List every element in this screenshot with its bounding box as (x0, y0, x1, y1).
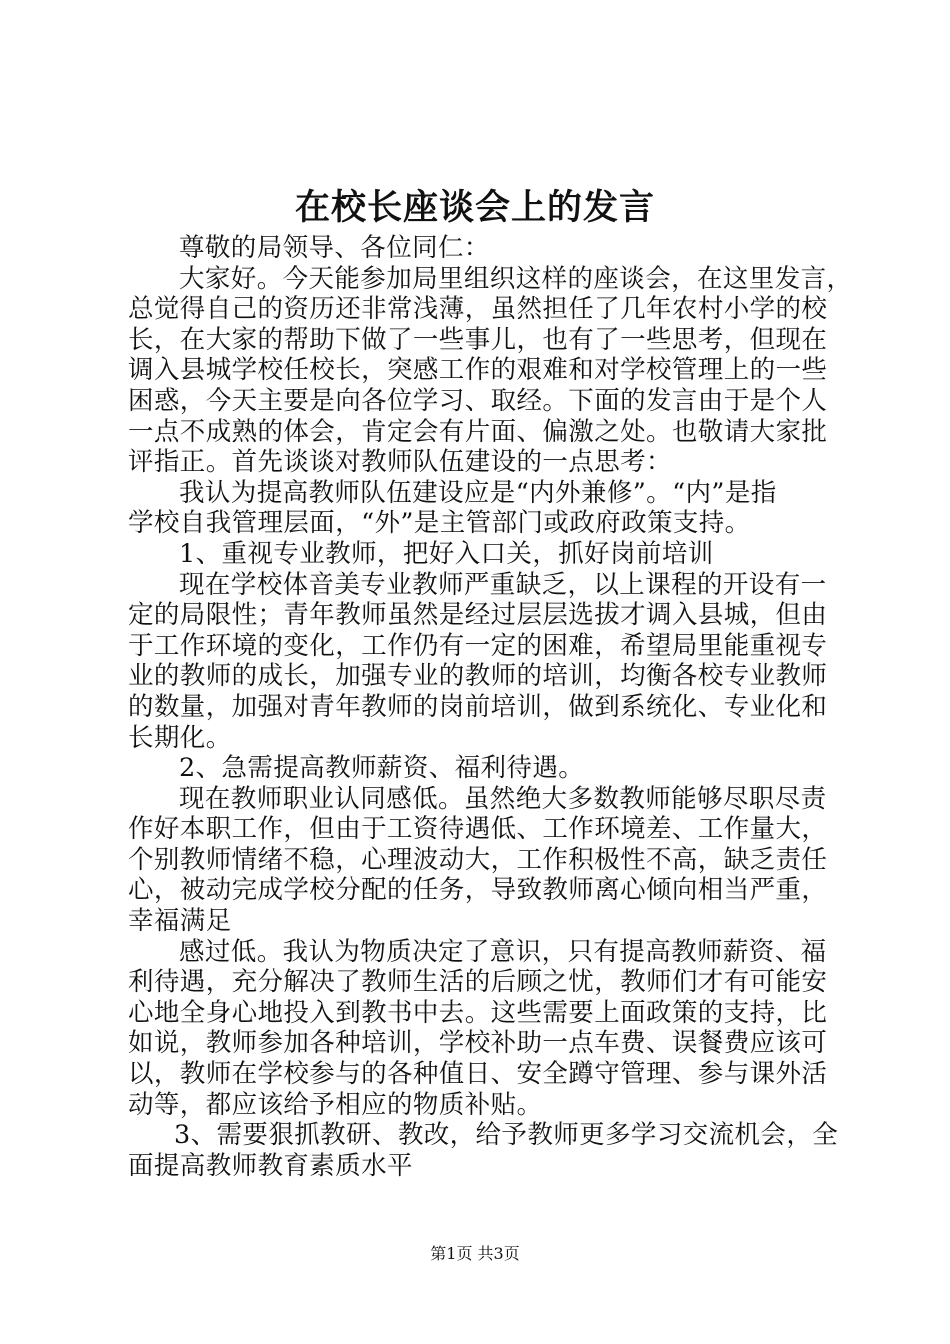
text-line: 以，教师在学校参与的各种值日、安全蹲守管理、参与课外活 (128, 1059, 828, 1090)
page-footer: 第1页 共3页 (430, 1244, 520, 1263)
text-line: 现在教师职业认同感低。虽然绝大多数教师能够尽职尽责 (179, 783, 827, 814)
text-line: 大家好。今天能参加局里组织这样的座谈会，在这里发言， (179, 263, 853, 294)
text-line: 感过低。我认为物质决定了意识，只有提高教师薪资、福 (179, 936, 827, 967)
text-line: 个别教师情绪不稳，心理波动大，工作积极性不高，缺乏责任 (128, 844, 828, 875)
text-line: 一点不成熟的体会，肯定会有片面、偏激之处。也敬请大家批 (128, 416, 828, 447)
text-line: 总觉得自己的资历还非常浅薄，虽然担任了几年农村小学的校 (128, 294, 828, 325)
text-line: 业的教师的成长，加强专业的教师的培训，均衡各校专业教师 (128, 661, 828, 692)
text-line: 作好本职工作，但由于工资待遇低、工作环境差、工作量大， (128, 814, 828, 845)
text-line: 心地全身心地投入到教书中去。这些需要上面政策的支持，比 (128, 997, 828, 1028)
section-heading-1: 1、重视专业教师，把好入口关，抓好岗前培训 (179, 538, 714, 569)
text-line: 现在学校体音美专业教师严重缺乏，以上课程的开设有一 (179, 569, 827, 600)
section-heading-3: 3、需要狠抓教研、教改，给予教师更多学习交流机会，全 (174, 1120, 839, 1151)
text-line: 如说，教师参加各种培训，学校补助一点车费、误餐费应该可 (128, 1028, 828, 1059)
text-line: 我认为提高教师队伍建设应是“内外兼修”。“内”是指 (179, 477, 777, 508)
text-line: 学校自我管理层面，“外”是主管部门或政府政策支持。 (128, 508, 751, 539)
text-line: 的数量，加强对青年教师的岗前培训，做到系统化、专业化和 (128, 691, 828, 722)
text-line: 困惑，今天主要是向各位学习、取经。下面的发言由于是个人 (128, 385, 828, 416)
text-line: 心，被动完成学校分配的任务，导致教师离心倾向相当严重， (128, 875, 828, 906)
section-heading-2: 2、急需提高教师薪资、福利待遇。 (179, 753, 585, 784)
text-line: 尊敬的局领导、各位同仁： (179, 233, 490, 263)
text-line: 调入县城学校任校长，突感工作的艰难和对学校管理上的一些 (128, 355, 828, 386)
text-line: 面提高教师教育素质水平 (128, 1150, 413, 1181)
text-line: 利待遇，充分解决了教师生活的后顾之忧，教师们才有可能安 (128, 967, 828, 998)
text-line: 长，在大家的帮助下做了一些事儿，也有了一些思考，但现在 (128, 324, 828, 355)
document-body (128, 233, 853, 1181)
text-line: 评指正。首先谈谈对教师队伍建设的一点思考： (128, 447, 672, 478)
text-line: 于工作环境的变化，工作仍有一定的困难，希望局里能重视专 (128, 630, 828, 661)
text-line: 长期化。 (128, 722, 232, 753)
text-line: 动等，都应该给予相应的物质补贴。 (128, 1089, 543, 1120)
text-line: 定的局限性；青年教师虽然是经过层层选拔才调入县城，但由 (128, 600, 828, 631)
document-title: 在校长座谈会上的发言 (294, 187, 655, 228)
text-line: 幸福满足 (128, 906, 232, 937)
